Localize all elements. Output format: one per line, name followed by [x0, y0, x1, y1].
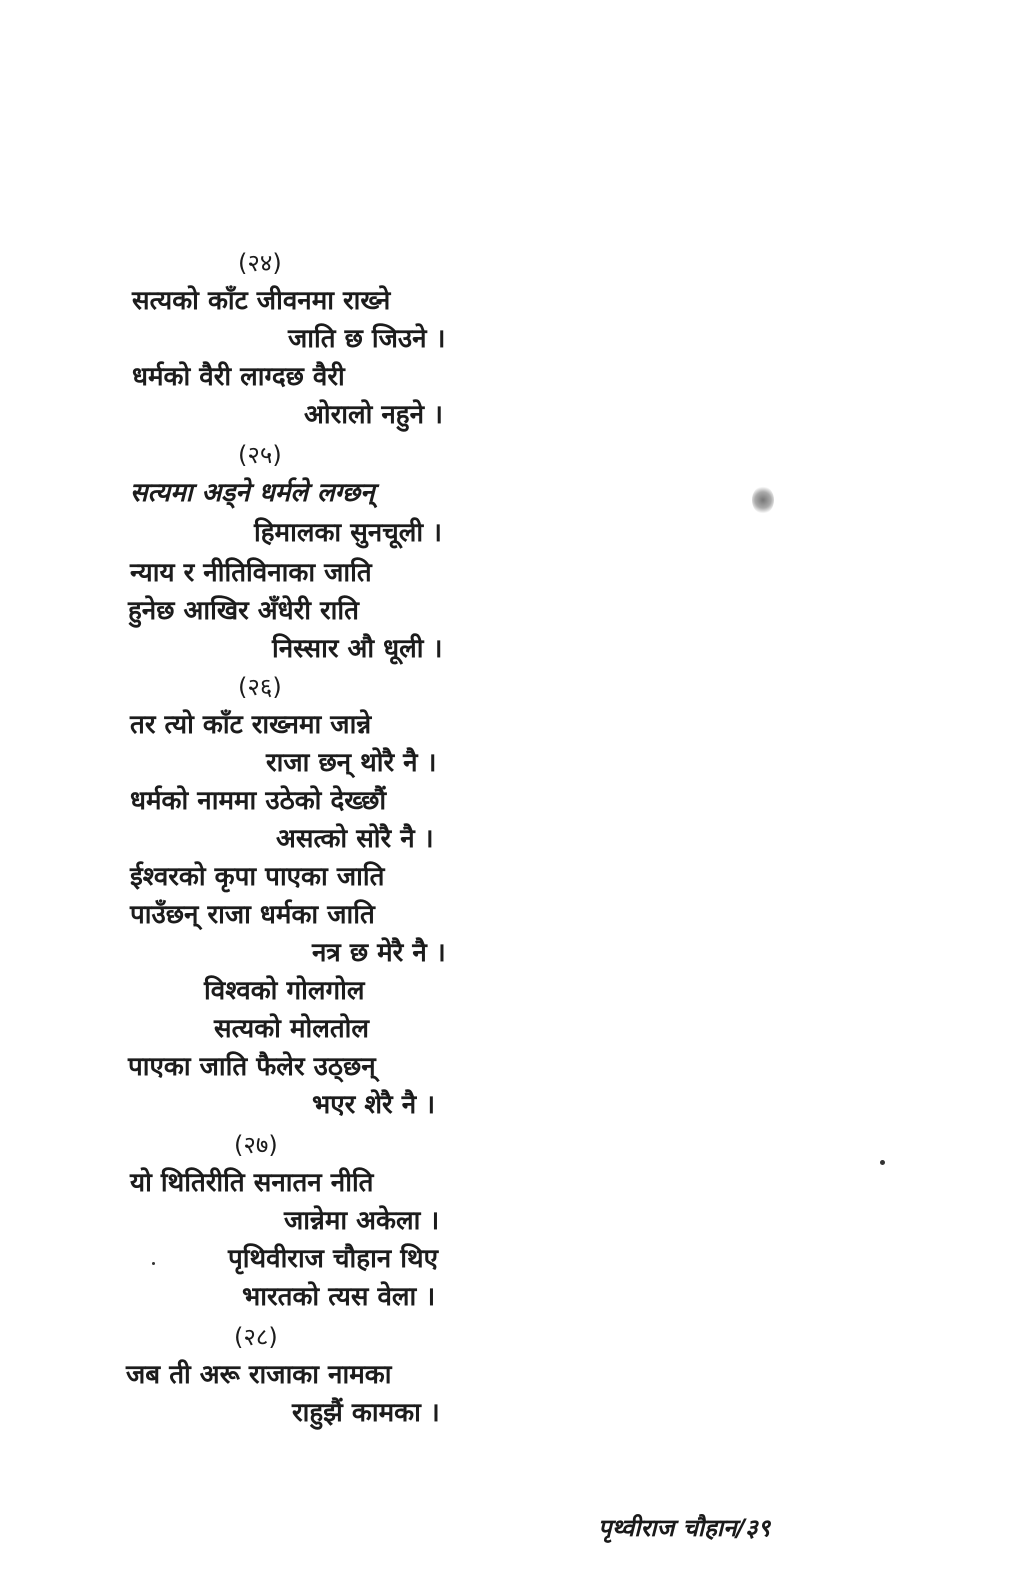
verse-line: धर्मको वैरी लाग्दछ वैरी: [132, 362, 345, 392]
ink-speck: [880, 1160, 885, 1165]
ink-speck: [152, 1262, 155, 1265]
verse-line: हिमालका सुनचूली ।: [254, 518, 442, 548]
verse-line: ईश्वरको कृपा पाएका जाति: [130, 862, 385, 892]
verse-line: ओरालो नहुने ।: [304, 400, 443, 430]
verse-line: असत्को सोरै नै ।: [276, 824, 434, 854]
verse-line: पाएका जाति फैलेर उठ्छन्: [128, 1052, 376, 1082]
verse-line: न्याय र नीतिविनाका जाति: [130, 558, 372, 588]
verse-number: (२६): [238, 673, 282, 701]
verse-line: यो थितिरीति सनातन नीति: [130, 1168, 374, 1198]
verse-line: भारतको त्यस वेला ।: [242, 1282, 436, 1312]
verse-line: सत्यको मोलतोल: [214, 1014, 370, 1044]
verse-line: हुनेछ आखिर अँधेरी राति: [128, 596, 359, 626]
verse-line: जाति छ जिउने ।: [288, 324, 446, 354]
page-footer: पृथ्वीराज चौहान/३९: [598, 1514, 771, 1542]
verse-line: पाउँछन् राजा धर्मका जाति: [130, 900, 375, 930]
verse-line: विश्वको गोलगोल: [204, 976, 365, 1006]
verse-line: जब ती अरू राजाका नामका: [126, 1360, 392, 1390]
verse-line: जान्नेमा अकेला ।: [284, 1206, 440, 1236]
verse-line: धर्मको नाममा उठेको देख्छौं: [130, 786, 387, 816]
verse-number: (२४): [238, 249, 282, 277]
verse-number: (२८): [234, 1323, 278, 1351]
verse-line: नत्र छ मेरै नै ।: [312, 938, 446, 968]
verse-line: तर त्यो काँट राख्नमा जान्ने: [130, 710, 372, 740]
verse-line: भएर शेरै नै ।: [312, 1090, 436, 1120]
verse-line: पृथिवीराज चौहान थिए: [228, 1244, 439, 1274]
verse-line: सत्यमा अड्ने धर्मले लग्छन्: [130, 478, 375, 508]
verse-line: राजा छन् थोरै नै ।: [266, 748, 437, 778]
verse-number: (२५): [238, 441, 282, 469]
ink-blot: [752, 486, 774, 514]
verse-line: राहुझैं कामका ।: [292, 1398, 440, 1428]
verse-number: (२७): [234, 1131, 278, 1159]
verse-line: निस्सार औ धूली ।: [272, 634, 443, 664]
verse-line: सत्यको काँट जीवनमा राख्ने: [132, 286, 391, 316]
